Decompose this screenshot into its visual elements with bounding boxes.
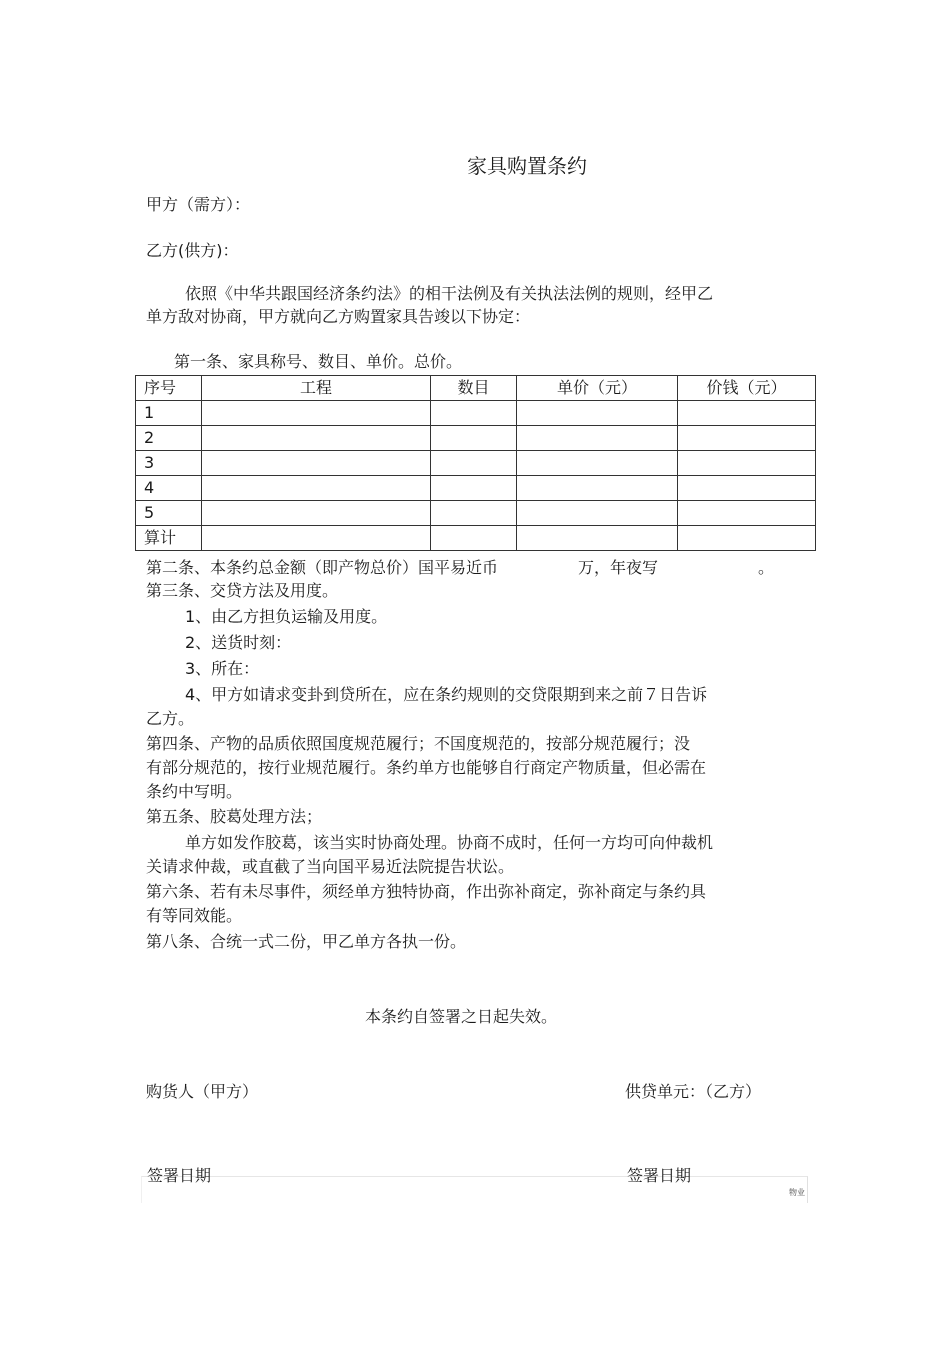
row-cell <box>517 476 678 501</box>
effective-clause: 本条约自签署之日起失效。 <box>365 1007 558 1026</box>
row-cell <box>517 451 678 476</box>
article-6-line-1: 第六条、若有未尽事件，须经单方独特协商，作出弥补商定，弥补商定与条约具 <box>146 882 707 901</box>
sign-date-right: 签署日期 <box>627 1166 692 1185</box>
row-cell <box>678 426 816 451</box>
article-6-line-2: 有等同效能。 <box>146 906 243 925</box>
sign-date-left: 签署日期 <box>147 1166 212 1185</box>
row-cell <box>202 526 431 551</box>
header-item: 工程 <box>202 376 431 401</box>
article-3-item-4-line-1: 4、甲方如请求变卦到贷所在，应在条约规则的交贷限期到来之前７日告诉 <box>185 685 708 704</box>
article-2-part-1: 第二条、本条约总金额（即产物总价）国平易近币 <box>146 558 499 577</box>
row-cell <box>517 426 678 451</box>
row-cell <box>202 451 431 476</box>
intro-line-2: 单方敌对协商，甲方就向乙方购置家具告竣以下协定： <box>146 307 531 326</box>
row-cell <box>678 451 816 476</box>
article-5-line-2: 关请求仲裁，或直截了当向国平易近法院提告状讼。 <box>146 857 515 876</box>
row-cell <box>678 401 816 426</box>
row-cell <box>517 401 678 426</box>
table-header-row <box>136 376 816 401</box>
article-5-line-1: 单方如发作胶葛，该当实时协商处理。协商不成时，任何一方均可向仲裁机 <box>185 833 714 852</box>
table-row <box>136 451 816 476</box>
article-2-part-3: 。 <box>758 558 775 577</box>
footer-note: 物业 <box>789 1188 805 1197</box>
row-cell <box>431 526 517 551</box>
header-unit-price: 单价（元） <box>517 376 678 401</box>
row-cell <box>202 501 431 526</box>
footer-rule <box>141 1176 808 1203</box>
article-4-line-1: 第四条、产物的品质依照国度规范履行；不国度规范的，按部分规范履行；没 <box>146 734 691 753</box>
row-cell <box>202 426 431 451</box>
row-cell <box>517 501 678 526</box>
article-4-line-2: 有部分规范的，按行业规范履行。条约单方也能够自行商定产物质量，但必需在 <box>146 758 707 777</box>
row-cell <box>678 526 816 551</box>
table-row <box>136 501 816 526</box>
row-index: 算计 <box>136 526 202 551</box>
party-b-label: 乙方(供方)： <box>146 241 239 260</box>
article-3-item-3: 3、所在： <box>185 659 260 678</box>
header-quantity: 数目 <box>431 376 517 401</box>
header-price: 价钱（元） <box>678 376 816 401</box>
article-3-heading: 第三条、交贷方法及用度。 <box>146 581 339 600</box>
row-cell <box>517 526 678 551</box>
article-2-part-2: 万，年夜写 <box>578 558 659 577</box>
row-cell <box>431 476 517 501</box>
row-cell <box>678 501 816 526</box>
buyer-label: 购货人（甲方） <box>146 1082 259 1101</box>
intro-line-1: 依照《中华共跟国经济条约法》的相干法例及有关执法法例的规则，经甲乙 <box>185 284 714 303</box>
table-row <box>136 476 816 501</box>
row-cell <box>202 476 431 501</box>
article-3-item-4-line-2: 乙方。 <box>146 709 195 728</box>
article-4-line-3: 条约中写明。 <box>146 782 243 801</box>
items-table <box>135 375 816 551</box>
row-cell <box>431 426 517 451</box>
row-index: 1 <box>136 401 202 426</box>
party-a-label: 甲方（需方）： <box>146 195 251 214</box>
row-index: 3 <box>136 451 202 476</box>
row-cell <box>431 451 517 476</box>
article-3-item-2: 2、送货时刻： <box>185 633 292 652</box>
row-cell <box>431 401 517 426</box>
row-index: 4 <box>136 476 202 501</box>
article-3-item-1: 1、由乙方担负运输及用度。 <box>185 607 388 626</box>
table-row <box>136 401 816 426</box>
supplier-label: 供贷单元：（乙方） <box>625 1082 762 1101</box>
row-cell <box>202 401 431 426</box>
row-cell <box>431 501 517 526</box>
document-title: 家具购置条约 <box>467 154 587 178</box>
article-8: 第八条、合统一式二份，甲乙单方各执一份。 <box>146 932 467 951</box>
table-total-row <box>136 526 816 551</box>
row-cell <box>678 476 816 501</box>
article-5-heading: 第五条、胶葛处理方法； <box>146 807 323 826</box>
table-row <box>136 426 816 451</box>
row-index: 5 <box>136 501 202 526</box>
article-1-heading: 第一条、家具称号、数目、单价。总价。 <box>174 352 463 371</box>
header-index: 序号 <box>136 376 202 401</box>
row-index: 2 <box>136 426 202 451</box>
